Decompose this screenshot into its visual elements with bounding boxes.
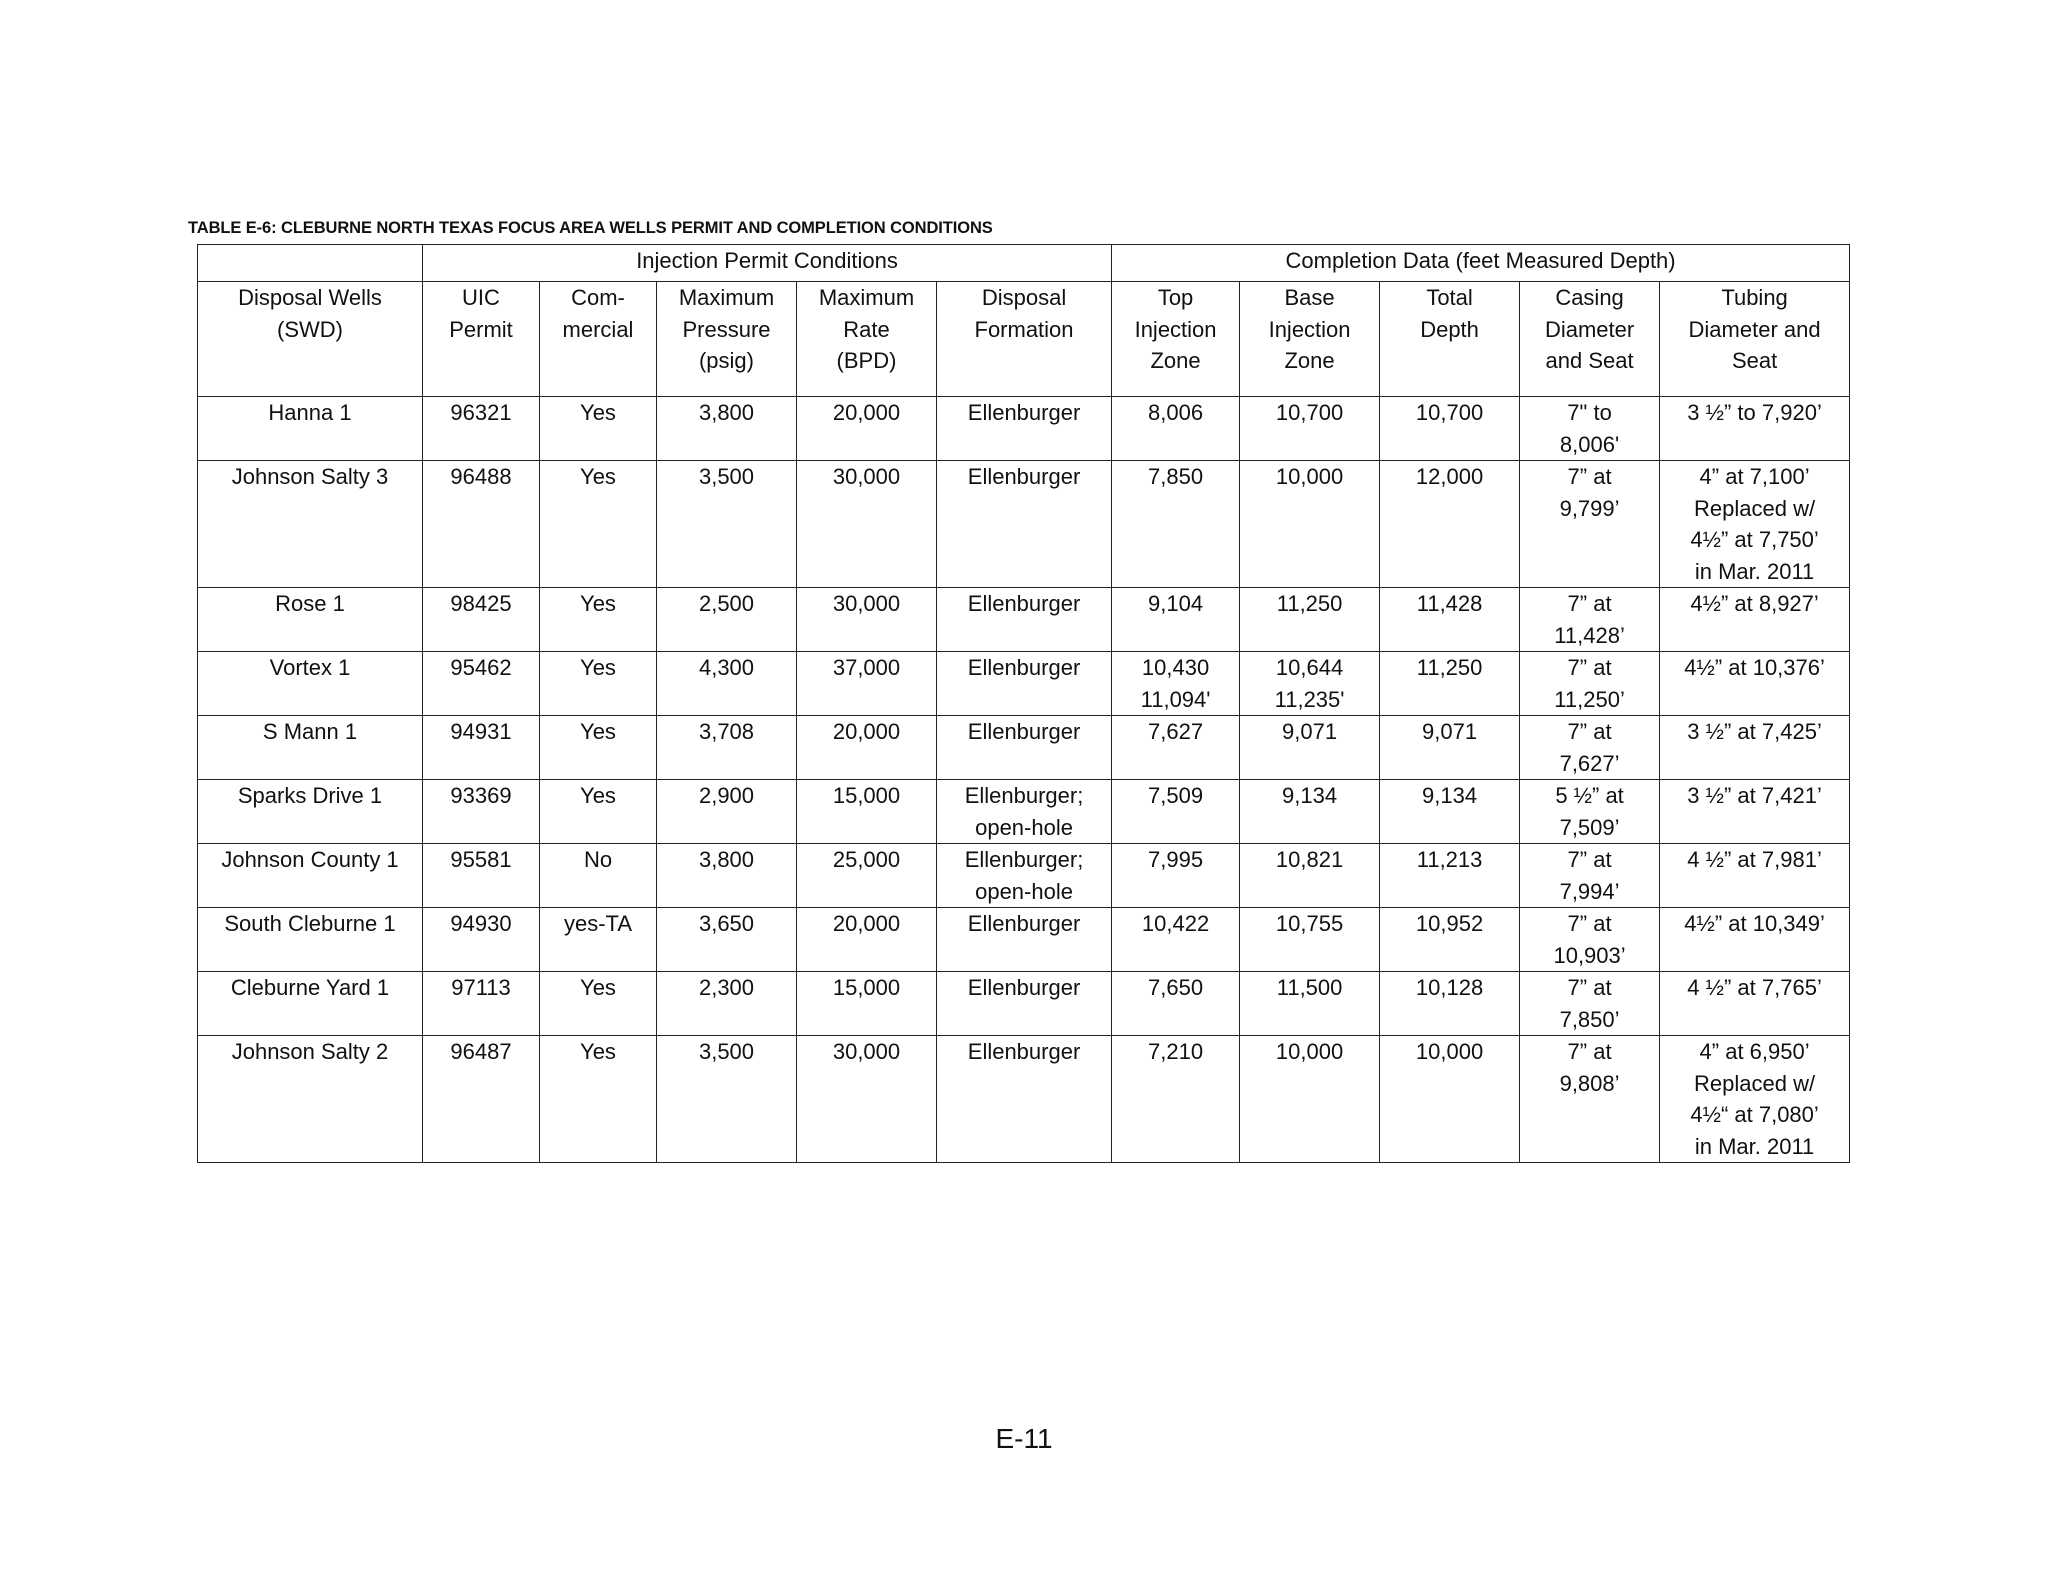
cell-line: 10,000	[1275, 1039, 1344, 1064]
cell-top	[1112, 844, 1240, 908]
cell-line: 7” at	[1567, 975, 1612, 1000]
cell-line: 4” at 7,100’	[1699, 464, 1810, 489]
column-header-permit	[423, 282, 540, 397]
cell-pressure: 4,300	[657, 652, 797, 716]
cell-line: 11,235'	[1274, 686, 1345, 712]
cell-well: Rose 1	[198, 588, 423, 652]
cell-permit: 96487	[423, 1036, 540, 1163]
cell-line: 4 ½” at 7,981’	[1687, 847, 1822, 872]
cell-formation	[937, 780, 1112, 844]
cell-line: Ellenburger	[967, 975, 1081, 1000]
cell-line: 3 ½” at 7,425’	[1687, 719, 1822, 744]
cell-casing	[1520, 461, 1660, 588]
cell-formation	[937, 716, 1112, 780]
cell-line: Ellenburger	[967, 464, 1081, 489]
cell-casing	[1520, 588, 1660, 652]
cell-line: Ellenburger	[967, 719, 1081, 744]
cell-rate: 30,000	[797, 1036, 937, 1163]
cell-total: 10,700	[1380, 397, 1520, 461]
cell-permit: 94931	[423, 716, 540, 780]
cell-permit: 93369	[423, 780, 540, 844]
column-header-line: Base	[1284, 285, 1335, 310]
table-row	[198, 716, 1850, 780]
cell-commercial: Yes	[540, 1036, 657, 1163]
cell-line: Ellenburger	[967, 911, 1081, 936]
column-header-line: Rate	[843, 316, 890, 342]
cell-rate: 20,000	[797, 716, 937, 780]
cell-line: 10,821	[1275, 847, 1344, 872]
column-header-line: (BPD)	[836, 348, 897, 373]
column-header-line: Disposal Wells	[238, 285, 382, 310]
cell-line: 9,799’	[1559, 495, 1620, 521]
table-row	[198, 972, 1850, 1036]
cell-casing	[1520, 1036, 1660, 1163]
cell-rate: 25,000	[797, 844, 937, 908]
cell-formation	[937, 461, 1112, 588]
cell-line: 7” at	[1567, 1039, 1612, 1064]
cell-line: 4½” at 10,349’	[1684, 911, 1825, 936]
cell-total: 9,071	[1380, 716, 1520, 780]
table-row	[198, 652, 1850, 716]
cell-tubing	[1660, 1036, 1850, 1163]
cell-line: 11,250’	[1554, 686, 1625, 712]
cell-line: Ellenburger	[967, 591, 1081, 616]
cell-well: S Mann 1	[198, 716, 423, 780]
column-header-commercial	[540, 282, 657, 397]
cell-line: in Mar. 2011	[1694, 1133, 1815, 1159]
column-header-line: Maximum	[818, 285, 915, 310]
cell-permit: 96321	[423, 397, 540, 461]
cell-top	[1112, 780, 1240, 844]
cell-top	[1112, 1036, 1240, 1163]
cell-line: Ellenburger	[967, 400, 1081, 425]
cell-casing	[1520, 652, 1660, 716]
cell-tubing	[1660, 716, 1850, 780]
column-header-line: Depth	[1420, 316, 1479, 342]
table-row	[198, 461, 1850, 588]
cell-formation	[937, 588, 1112, 652]
cell-well: Johnson Salty 3	[198, 461, 423, 588]
cell-pressure: 2,900	[657, 780, 797, 844]
cell-line: 11,094'	[1140, 686, 1211, 712]
column-header-line: Zone	[1284, 348, 1335, 373]
cell-top	[1112, 588, 1240, 652]
cell-line: Ellenburger;	[964, 847, 1084, 872]
cell-tubing	[1660, 908, 1850, 972]
column-header-total	[1380, 282, 1520, 397]
cell-total: 10,952	[1380, 908, 1520, 972]
cell-tubing	[1660, 972, 1850, 1036]
cell-tubing	[1660, 588, 1850, 652]
column-header-casing	[1520, 282, 1660, 397]
cell-casing	[1520, 780, 1660, 844]
cell-permit: 94930	[423, 908, 540, 972]
cell-well: Sparks Drive 1	[198, 780, 423, 844]
cell-formation	[937, 652, 1112, 716]
column-header-line: Casing	[1555, 285, 1624, 310]
cell-casing	[1520, 397, 1660, 461]
cell-base	[1240, 588, 1380, 652]
cell-pressure: 2,500	[657, 588, 797, 652]
cell-line: 8,006'	[1559, 431, 1620, 457]
cell-line: 7,850’	[1559, 1006, 1620, 1032]
cell-line: 7,509	[1148, 783, 1204, 808]
cell-line: 11,250	[1276, 591, 1343, 616]
cell-base	[1240, 844, 1380, 908]
column-header-rate	[797, 282, 937, 397]
cell-commercial: Yes	[540, 716, 657, 780]
cell-line: 4” at 6,950’	[1699, 1039, 1810, 1064]
cell-base	[1240, 716, 1380, 780]
column-header-line: Seat	[1731, 348, 1778, 373]
cell-total: 11,250	[1380, 652, 1520, 716]
cell-total: 10,128	[1380, 972, 1520, 1036]
cell-line: Ellenburger;	[964, 783, 1084, 808]
cell-line: 9,134	[1282, 783, 1338, 808]
cell-line: 7” at	[1567, 911, 1612, 936]
cell-total: 12,000	[1380, 461, 1520, 588]
cell-line: Replaced w/	[1694, 495, 1816, 521]
cell-rate: 37,000	[797, 652, 937, 716]
cell-commercial: Yes	[540, 972, 657, 1036]
cell-permit: 96488	[423, 461, 540, 588]
cell-line: 7” at	[1567, 591, 1612, 616]
cell-casing	[1520, 844, 1660, 908]
cell-pressure: 2,300	[657, 972, 797, 1036]
cell-pressure: 3,500	[657, 1036, 797, 1163]
cell-total: 9,134	[1380, 780, 1520, 844]
cell-commercial: Yes	[540, 652, 657, 716]
cell-rate: 30,000	[797, 461, 937, 588]
cell-pressure: 3,500	[657, 461, 797, 588]
cell-line: 3 ½” to 7,920’	[1687, 400, 1822, 425]
cell-formation	[937, 972, 1112, 1036]
cell-tubing	[1660, 397, 1850, 461]
column-header-line: mercial	[562, 316, 634, 342]
column-header-line: Pressure	[682, 316, 771, 342]
cell-line: 7,210	[1148, 1039, 1204, 1064]
table-row	[198, 397, 1850, 461]
cell-well: Johnson Salty 2	[198, 1036, 423, 1163]
cell-top	[1112, 972, 1240, 1036]
wells-table	[197, 244, 1850, 1163]
cell-commercial: yes-TA	[540, 908, 657, 972]
group-header-blank	[198, 245, 423, 282]
cell-commercial: No	[540, 844, 657, 908]
cell-line: 7,850	[1148, 464, 1204, 489]
group-header-completion: Completion Data (feet Measured Depth)	[1112, 245, 1850, 282]
cell-commercial: Yes	[540, 588, 657, 652]
cell-pressure: 3,800	[657, 397, 797, 461]
cell-line: 9,104	[1148, 591, 1204, 616]
cell-line: 7” at	[1567, 847, 1612, 872]
cell-permit: 97113	[423, 972, 540, 1036]
cell-commercial: Yes	[540, 780, 657, 844]
column-header-tubing	[1660, 282, 1850, 397]
cell-line: 7,650	[1148, 975, 1204, 1000]
cell-line: 11,500	[1276, 975, 1343, 1000]
cell-line: 7” at	[1567, 655, 1612, 680]
cell-base	[1240, 1036, 1380, 1163]
column-header-well	[198, 282, 423, 397]
cell-rate: 15,000	[797, 972, 937, 1036]
cell-line: Ellenburger	[967, 655, 1081, 680]
column-header-base	[1240, 282, 1380, 397]
cell-permit: 98425	[423, 588, 540, 652]
cell-well: Cleburne Yard 1	[198, 972, 423, 1036]
cell-line: Ellenburger	[967, 1039, 1081, 1064]
column-header-line: (SWD)	[277, 316, 343, 342]
cell-well: South Cleburne 1	[198, 908, 423, 972]
column-header-line: Diameter and	[1688, 316, 1821, 342]
table-row	[198, 908, 1850, 972]
cell-total: 10,000	[1380, 1036, 1520, 1163]
cell-well: Vortex 1	[198, 652, 423, 716]
cell-rate: 20,000	[797, 908, 937, 972]
page-number: E-11	[995, 1423, 1053, 1454]
cell-tubing	[1660, 844, 1850, 908]
cell-line: 4½” at 10,376’	[1684, 655, 1825, 680]
cell-casing	[1520, 716, 1660, 780]
table-row	[198, 844, 1850, 908]
cell-base	[1240, 972, 1380, 1036]
cell-line: 8,006	[1148, 400, 1204, 425]
cell-line: 10,755	[1275, 911, 1344, 936]
group-header-row	[198, 245, 1850, 282]
cell-casing	[1520, 972, 1660, 1036]
cell-casing	[1520, 908, 1660, 972]
cell-line: 7" to	[1567, 400, 1612, 425]
cell-total: 11,428	[1380, 588, 1520, 652]
cell-line: Replaced w/	[1694, 1070, 1816, 1096]
column-header-line: Formation	[974, 316, 1074, 342]
cell-base	[1240, 780, 1380, 844]
cell-tubing	[1660, 780, 1850, 844]
column-header-line: UIC	[462, 285, 500, 310]
cell-line: in Mar. 2011	[1694, 558, 1815, 584]
cell-rate: 30,000	[797, 588, 937, 652]
cell-rate: 20,000	[797, 397, 937, 461]
cell-base	[1240, 397, 1380, 461]
cell-line: 10,000	[1275, 464, 1344, 489]
cell-pressure: 3,650	[657, 908, 797, 972]
column-header-line: Injection	[1268, 316, 1351, 342]
cell-line: 10,430	[1141, 655, 1210, 680]
table-row	[198, 780, 1850, 844]
cell-line: 10,422	[1141, 911, 1210, 936]
cell-base	[1240, 461, 1380, 588]
cell-permit: 95581	[423, 844, 540, 908]
cell-well: Johnson County 1	[198, 844, 423, 908]
cell-total: 11,213	[1380, 844, 1520, 908]
table-caption: TABLE E-6: CLEBURNE NORTH TEXAS FOCUS AREA WELLS PERMIT AND COMPLETION CONDITIONS	[188, 219, 993, 237]
cell-formation	[937, 844, 1112, 908]
cell-line: 7,995	[1148, 847, 1204, 872]
cell-top	[1112, 397, 1240, 461]
cell-formation	[937, 1036, 1112, 1163]
column-header-line: Tubing	[1721, 285, 1788, 310]
cell-base	[1240, 652, 1380, 716]
column-header-row	[198, 282, 1850, 397]
column-header-line: and Seat	[1545, 348, 1634, 373]
column-header-line: Maximum	[678, 285, 775, 310]
cell-line: 9,071	[1282, 719, 1338, 744]
column-header-line: Com-	[571, 285, 625, 310]
table-row	[198, 588, 1850, 652]
cell-pressure: 3,708	[657, 716, 797, 780]
cell-tubing	[1660, 652, 1850, 716]
cell-line: 10,903’	[1553, 942, 1626, 968]
cell-line: 4½“ at 7,080’	[1690, 1102, 1819, 1127]
cell-top	[1112, 716, 1240, 780]
cell-formation	[937, 908, 1112, 972]
cell-pressure: 3,800	[657, 844, 797, 908]
cell-tubing	[1660, 461, 1850, 588]
cell-line: 10,644	[1275, 655, 1344, 680]
cell-rate: 15,000	[797, 780, 937, 844]
cell-line: open-hole	[975, 814, 1073, 840]
cell-line: 4 ½” at 7,765’	[1687, 975, 1822, 1000]
cell-top	[1112, 652, 1240, 716]
cell-top	[1112, 908, 1240, 972]
column-header-top	[1112, 282, 1240, 397]
column-header-line: Permit	[449, 316, 513, 342]
cell-permit: 95462	[423, 652, 540, 716]
cell-line: 7” at	[1567, 464, 1612, 489]
cell-line: 4½” at 8,927’	[1690, 591, 1819, 616]
column-header-line: Disposal	[981, 285, 1067, 310]
cell-line: 7,627’	[1559, 750, 1620, 776]
column-header-line: Top	[1157, 285, 1194, 310]
cell-line: 4½” at 7,750’	[1690, 527, 1819, 552]
cell-line: 7,627	[1148, 719, 1204, 744]
column-header-line: Zone	[1150, 348, 1201, 373]
cell-line: 5 ½” at	[1555, 783, 1624, 808]
column-header-line: Diameter	[1544, 316, 1635, 342]
table-body	[198, 397, 1850, 1163]
cell-commercial: Yes	[540, 461, 657, 588]
column-header-line: Injection	[1134, 316, 1217, 342]
cell-line: 11,428’	[1554, 622, 1625, 648]
column-header-line: Total	[1426, 285, 1473, 310]
cell-line: 7” at	[1567, 719, 1612, 744]
cell-well: Hanna 1	[198, 397, 423, 461]
group-header-injection: Injection Permit Conditions	[423, 245, 1112, 282]
cell-line: open-hole	[975, 878, 1073, 904]
cell-commercial: Yes	[540, 397, 657, 461]
cell-base	[1240, 908, 1380, 972]
cell-line: 10,700	[1275, 400, 1344, 425]
cell-line: 9,808’	[1559, 1070, 1620, 1096]
column-header-line: (psig)	[698, 348, 754, 373]
table-row	[198, 1036, 1850, 1163]
column-header-pressure	[657, 282, 797, 397]
cell-top	[1112, 461, 1240, 588]
column-header-formation	[937, 282, 1112, 397]
cell-line: 3 ½” at 7,421’	[1687, 783, 1822, 808]
cell-formation	[937, 397, 1112, 461]
cell-line: 7,509’	[1559, 814, 1620, 840]
cell-line: 7,994’	[1559, 878, 1620, 904]
